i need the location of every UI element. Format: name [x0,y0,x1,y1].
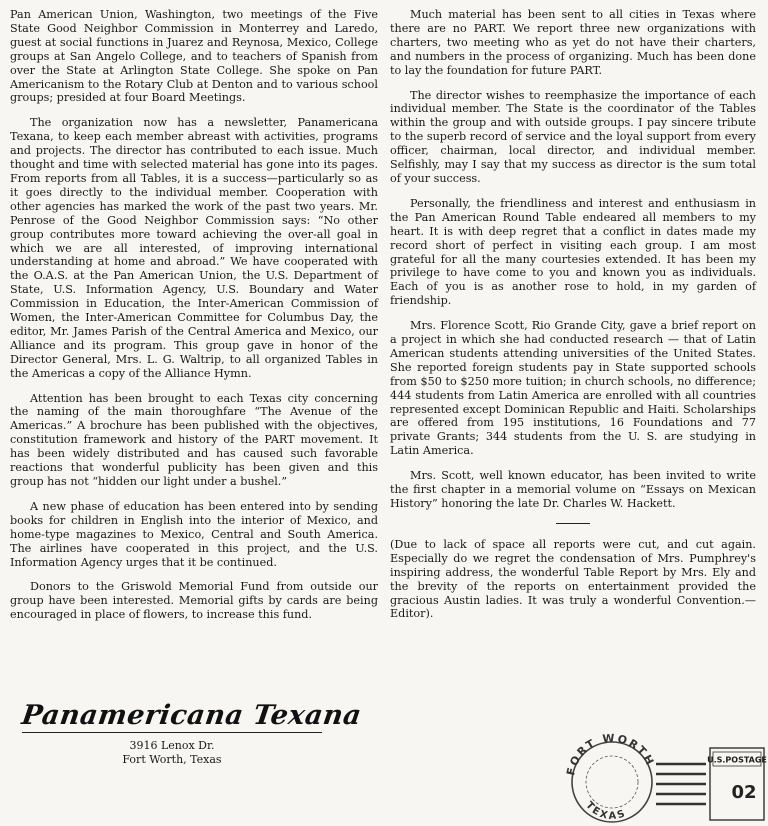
logo-underline [22,732,322,733]
paragraph-scott-report: Mrs. Florence Scott, Rio Grande City, gave a brief report on a project in which she had conducted research — that of Latin American students attending universities of the United States. She reported foreign students pay in State supported schools from $50 to $250 more tuition; in church schools, no difference; 444 students from Latin America are enrolled with all countries represented except Dominican Republic and Haiti. Scholarships are offered from 195 institutions, 16 Foundations and 77 private Grants; 344 students from the U. S. are studying in Latin America. [390,319,756,458]
paragraph-member: The director wishes to reemphasize the importance of each individual member. The State is the coordinator of the Tables within the group and with outside groups. I pay sincere tribute to the superb record of service and the loyal support from every officer, chairman, local director, and individual member. Selfishly, may I say that my success as director is the sum total of your success. [390,88,756,185]
cancellation-lines [656,764,706,804]
paragraph-newsletter: The organization now has a newsletter, Panamericana Texana, to keep each member abreast with activities, programs and projects. The director has contributed to each issue. Much thought and time with selected material has gone into its pages. From reports from all Tables, it is a success—particularly so as it goes directly to the individual member. Cooperation with other agencies has marked the work of the past two years. Mr. Penrose of the Good Neighbor Commission says: “No other group contributes more toward achieving the over-all goal in which we are all interested, of improving international understanding at home and abroad.” We have cooperated with the O.A.S. at the Pan American Union, the U.S. Department of State, U.S. Information Agency, U.S. Boundary and Water Commission in Education, the Inter-American Commission of Women, the Inter-American Committee for Columbus Day, the editor, Mr. James Parish of the Central America and Mexico, our Alliance and its program. This group gave in honor of the Director General, Mrs. L. G. Waltrip, to all organized Tables in the Americas a copy of the Alliance Hymn. [10,116,378,380]
paragraph-scott-volume: Mrs. Scott, well known educator, has been invited to write the first chapter in a memorial volume on “Essays on Mexican History” honoring the late Dr. Charles W. Hackett. [390,469,756,510]
address-city: Fort Worth, Texas [122,753,222,766]
stamp-label: U.S.POSTAGE [707,755,767,765]
footer [19,700,364,767]
address [118,739,226,767]
left-column [10,8,378,633]
postmark-stamp [560,718,768,826]
section-divider [556,523,590,524]
address-street: 3916 Lenox Dr. [129,739,215,752]
svg-text:FORT WORTH [564,732,657,777]
editor-note: (Due to lack of space all reports were cut, and cut again. Especially do we regret the condensation of Mrs. Pumphrey's inspiring address, the wonderful Table Report by Mrs. Ely and the brevity of the reports on entertainment provided the gracious Austin ladies. It was truly a wonderful Convention.—Editor). [390,537,756,621]
right-column [390,8,756,632]
paragraph-memorial-fund: Donors to the Griswold Memorial Fund from outside our group have been interested. Memorial gifts by cards are being encouraged in place of flowers, to increase this fund. [10,580,378,622]
paragraph-avenue: Attention has been brought to each Texas city concerning the naming of the main thoroughfare “The Avenue of the Americas.” A brochure has been published with the objectives, constitution framework and history of the PART movement. It has been widely distributed and has caused such favorable reactions that wonderful publicity has been given and this group has not “hidden our light under a bushel.” [10,391,378,488]
paragraph-personal: Personally, the friendliness and interest and enthusiasm in the Pan American Round Table endeared all members to my heart. It is with deep regret that a conflict in dates made my record short of perfect in visiting each group. I am most grateful for all the many courtesies extended. It has been my privilege to have come to you and known you as individuals. Each of you is as another rose to hold, in my garden of friendship. [390,196,756,308]
paragraph-continued: Pan American Union, Washington, two meetings of the Five State Good Neighbor Commission in Monterrey and Laredo, guest at social functions in Juarez and Reynosa, Mexico, College groups at San Angelo College, and to teachers of Spanish from over the State at Arlington State College. She spoke on Pan Americanism to the Rotary Club at Denton and to various school groups; presided at four Board Meetings. [10,8,378,105]
paragraph-material: Much material has been sent to all cities in Texas where there are no PART. We report three new organizations with charters, two meeting who as yet do not have their charters, and numbers in the process of organizing. Much has been done to lay the foundation for future PART. [390,8,756,77]
logo-text: Panamericana Texana [19,700,364,731]
postmark-state: TEXAS [583,799,629,823]
postmark-city: FORT WORTH [564,731,658,777]
svg-text:TEXAS [583,800,628,822]
paragraph-education: A new phase of education has been entered into by sending books for children in English into the interior of Mexico, and home-type magazines to Mexico, Central and South America. The airlines have cooperated in this project, and the U.S. Information Agency urges that it be continued. [10,499,378,569]
stamp-amount: 02 [731,782,757,803]
